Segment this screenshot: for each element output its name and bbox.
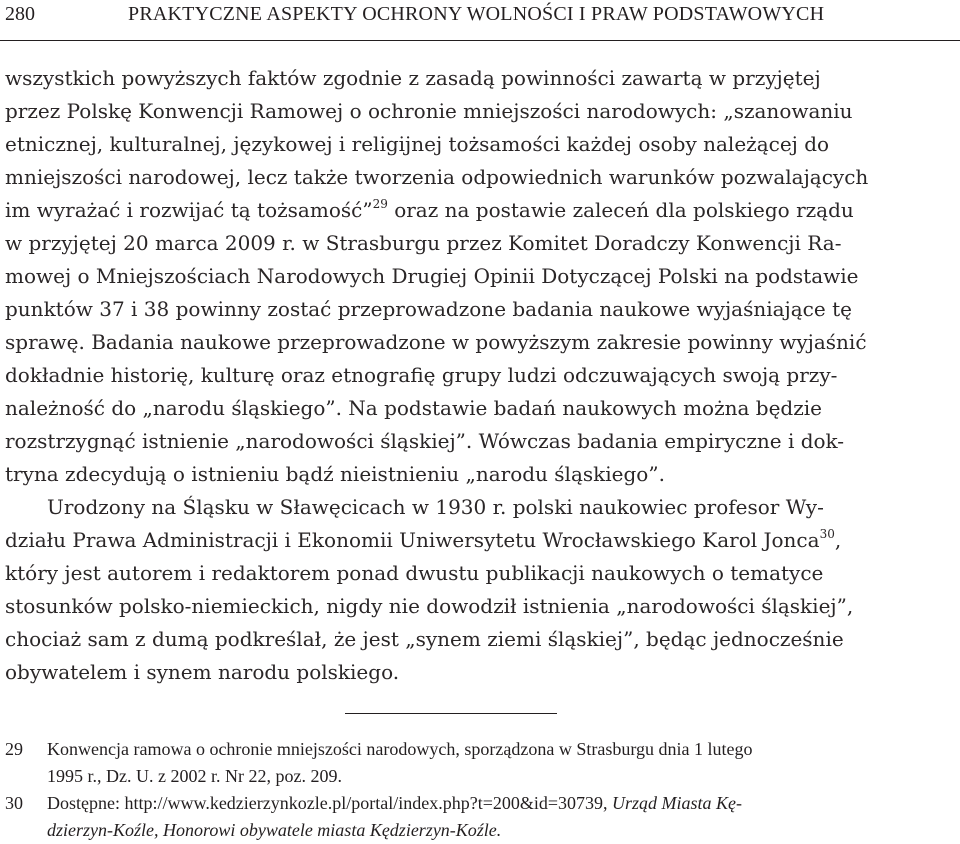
footnote-text xyxy=(47,817,960,844)
body-line-5b: oraz na postawie zaleceń dla polskiego rządu xyxy=(394,198,854,222)
body-line-6: w przyjętej 20 marca 2009 r. w Strasburgu przez Komitet Doradczy Konwencji Ra- xyxy=(5,231,842,255)
body-line-18: chociaż sam z dumą podkreślał, że jest „synem ziemi śląskiej”, będąc jednocześnie xyxy=(5,627,844,651)
running-head-title: PRAKTYCZNE ASPEKTY OCHRONY WOLNOŚCI I PRAW PODSTAWOWYCH xyxy=(128,3,825,25)
body-line-14: Urodzony na Śląsku w Sławęcicach w 1930 r. polski naukowiec profesor Wy- xyxy=(47,495,824,519)
body-line-16: który jest autorem i redaktorem ponad dwustu publikacji naukowych o tematyce xyxy=(5,561,824,585)
body-line-11: należność do „narodu śląskiego”. Na podstawie badań naukowych można będzie xyxy=(5,396,822,420)
footnote-separator xyxy=(345,713,557,714)
body-text xyxy=(5,62,955,689)
footnote-text: 1995 r., Dz. U. z 2002 r. Nr 22, poz. 209. xyxy=(47,766,342,786)
body-line-15a: działu Prawa Administracji i Ekonomii Uniwersytetu Wrocławskiego Karol Jonca xyxy=(5,528,820,552)
body-line-8: punktów 37 i 38 powinny zostać przeprowadzone badania naukowe wyjaśniające tę xyxy=(5,297,852,321)
footnote-text: Konwencja ramowa o ochronie mniejszości narodowych, sporządzona w Strasburgu dnia 1 lutego xyxy=(47,739,753,759)
body-line-15 xyxy=(5,524,955,557)
body-line-4: mniejszości narodowej, lecz także tworzenia odpowiednich warunków pozwalających xyxy=(5,165,869,189)
running-head xyxy=(0,3,960,31)
footnote-ref-29[interactable]: 29 xyxy=(372,197,388,211)
footnote-source-title-cont: dzierzyn-Koźle, Honorowi obywatele miasta Kędzierzyn-Koźle. xyxy=(47,820,502,840)
body-line-9: sprawę. Badania naukowe przeprowadzone w powyższym zakresie powinny wyjaśnić xyxy=(5,330,867,354)
footnote-number: 30 xyxy=(5,793,23,813)
body-line-19: obywatelem i synem narodu polskiego. xyxy=(5,660,400,684)
body-line-5a: im wyrażać i rozwijać tą tożsamość” xyxy=(5,198,373,222)
footnote-source-title: Urząd Miasta Kę- xyxy=(612,793,743,813)
body-line-5 xyxy=(5,194,955,227)
footnote-text xyxy=(47,790,960,817)
footnote-30 xyxy=(5,790,960,844)
footnote-ref-30[interactable]: 30 xyxy=(819,527,835,541)
page-number: 280 xyxy=(5,3,35,25)
footnote-29 xyxy=(5,736,960,790)
footnotes xyxy=(5,736,960,844)
body-line-13: tryna zdecydują o istnieniu bądź nieistnieniu „narodu śląskiego”. xyxy=(5,462,665,486)
body-line-1: wszystkich powyższych faktów zgodnie z zasadą powinności zawartą w przyjętej xyxy=(5,66,821,90)
body-line-3: etnicznej, kulturalnej, językowej i religijnej tożsamości każdej osoby należącej do xyxy=(5,132,830,156)
footnote-url-text[interactable]: Dostępne: http://www.kedzierzynkozle.pl/portal/index.php?t=200&id=30739, xyxy=(47,793,608,813)
body-line-2: przez Polskę Konwencji Ramowej o ochronie mniejszości narodowych: „szanowaniu xyxy=(5,99,853,123)
body-line-10: dokładnie historię, kulturę oraz etnografię grupy ludzi odczuwających swoją przy- xyxy=(5,363,838,387)
footnote-number: 29 xyxy=(5,739,23,759)
header-rule xyxy=(0,40,960,41)
body-line-7: mowej o Mniejszościach Narodowych Drugiej Opinii Dotyczącej Polski na podstawie xyxy=(5,264,859,288)
body-line-12: rozstrzygnąć istnienie „narodowości śląskiej”. Wówczas badania empiryczne i dok- xyxy=(5,429,845,453)
body-line-15b: , xyxy=(834,528,842,552)
body-line-17: stosunków polsko-niemieckich, nigdy nie dowodził istnienia „narodowości śląskiej”, xyxy=(5,594,854,618)
